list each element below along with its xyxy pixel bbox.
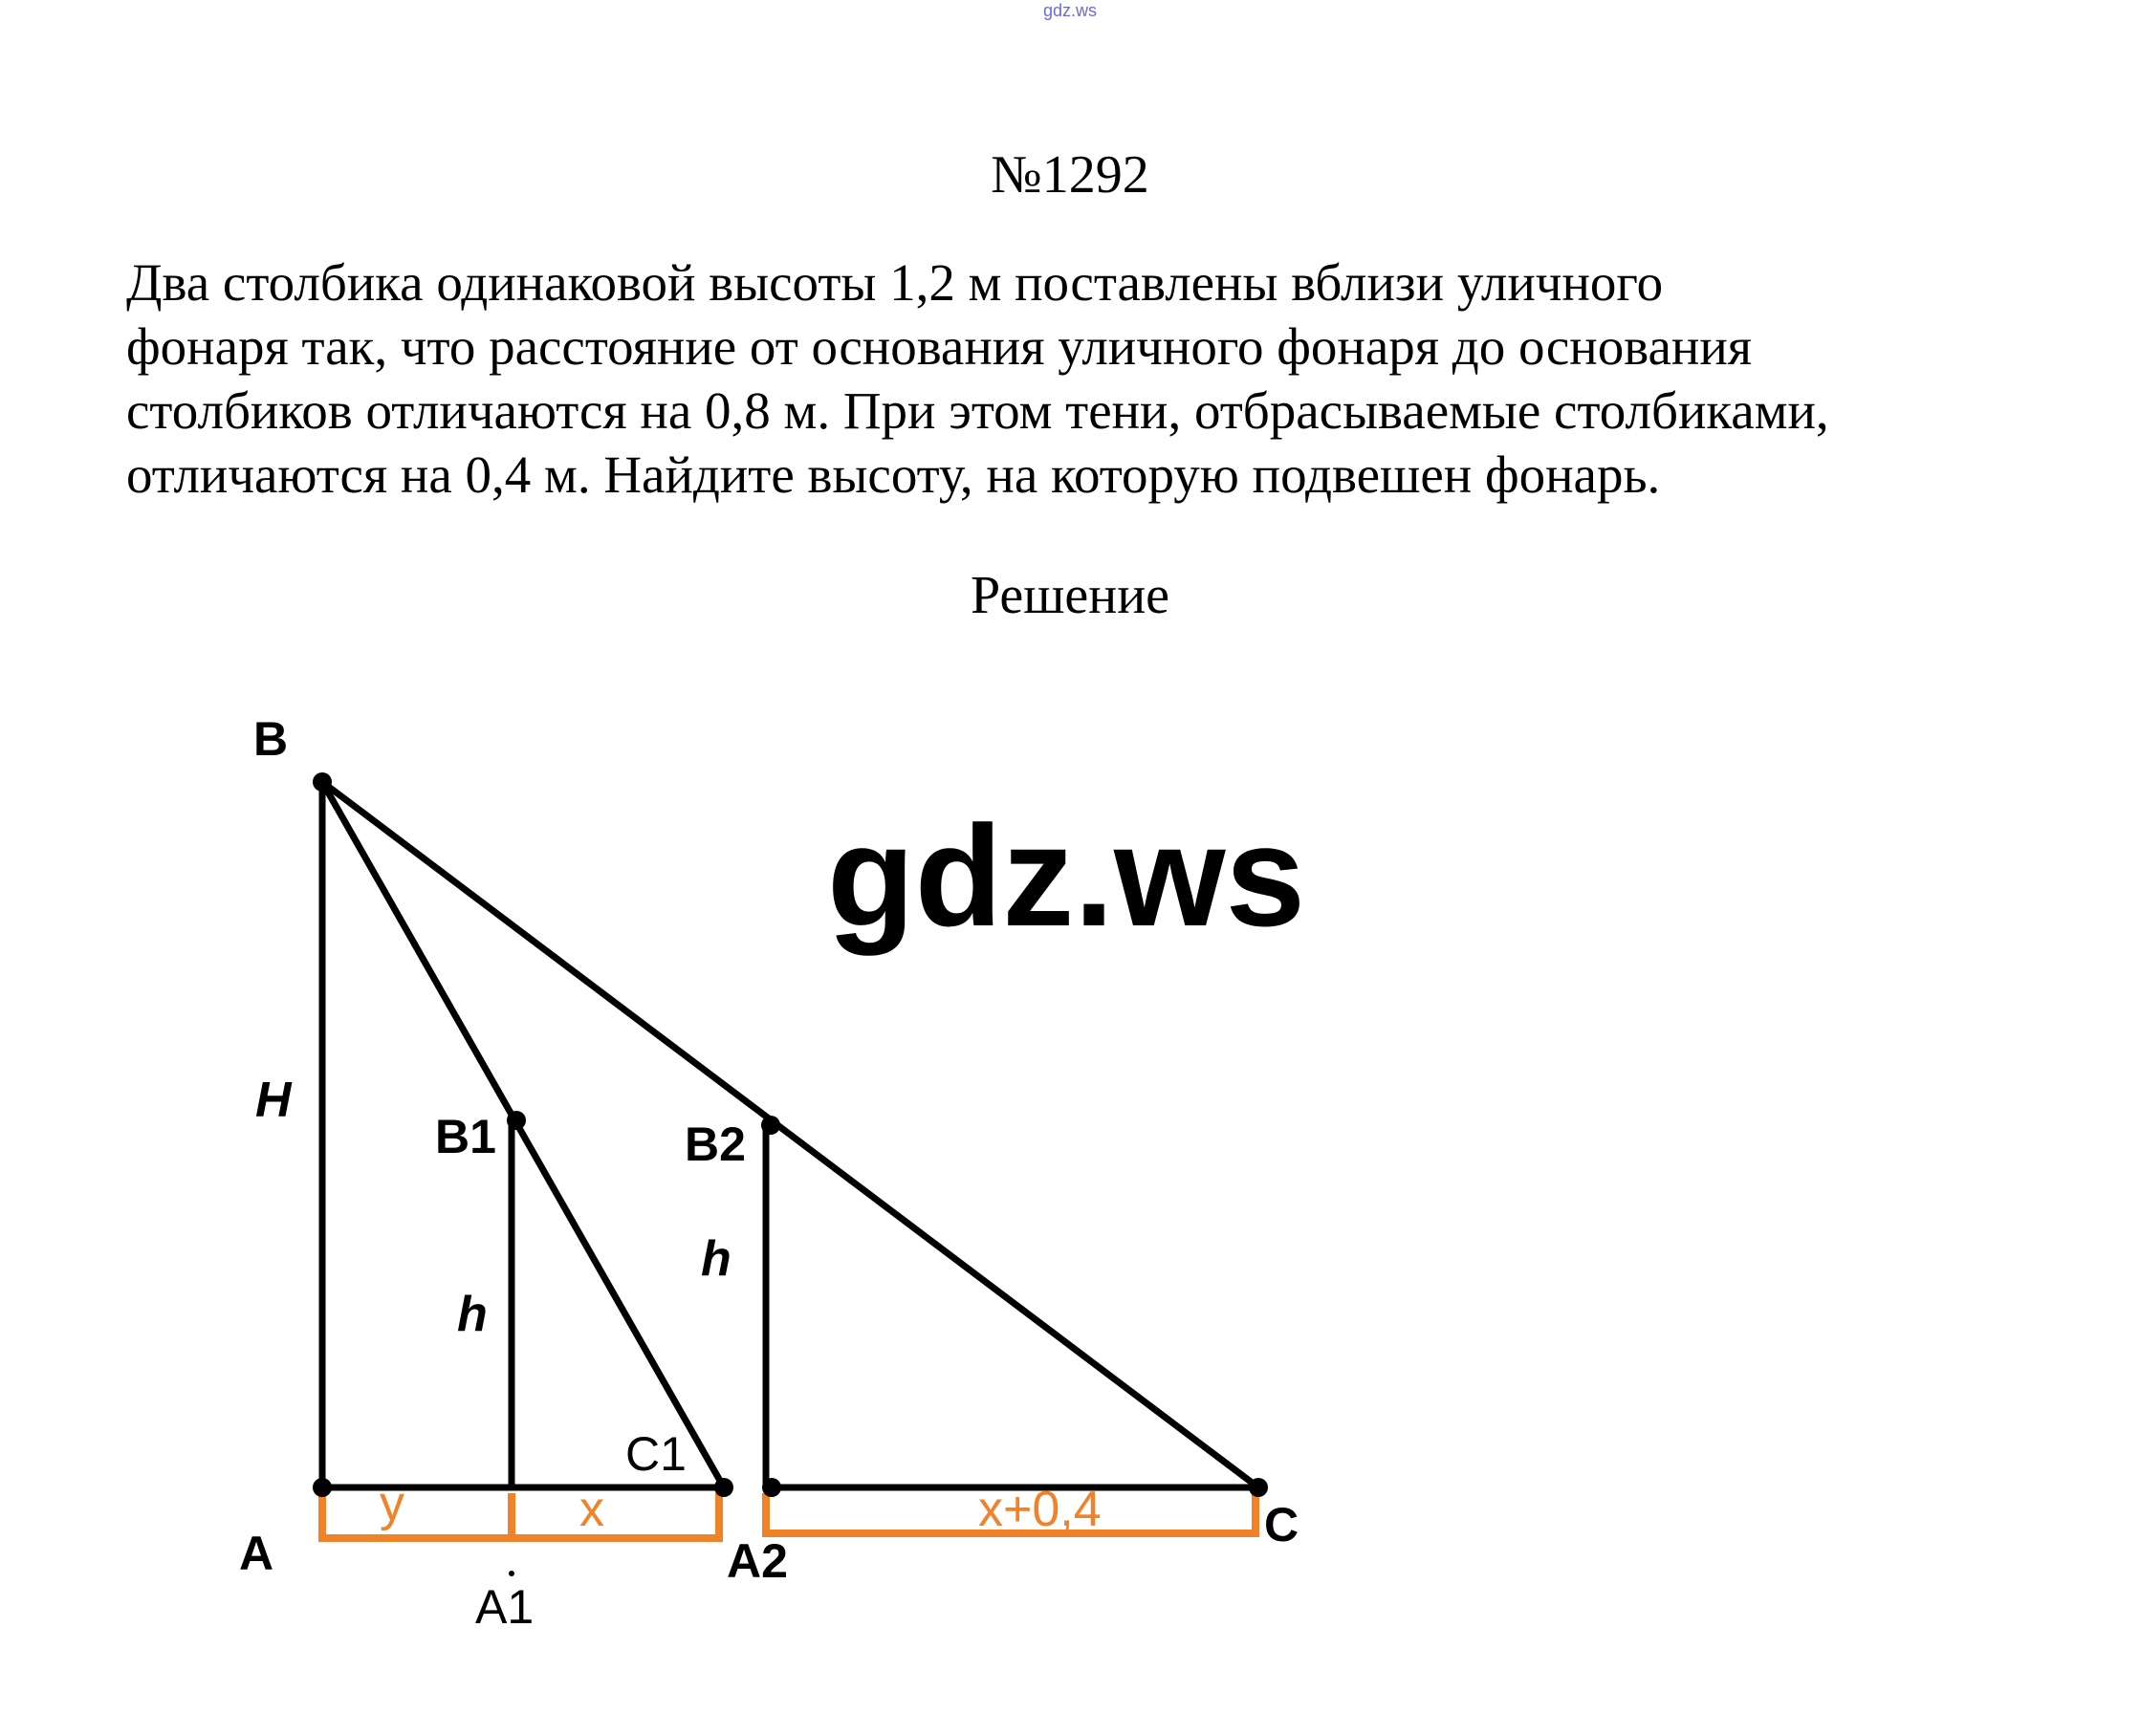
point-a1-dot (509, 1571, 514, 1576)
measure-brackets (322, 1493, 1256, 1538)
problem-line: Два столбика одинаковой высоты 1,2 м поставлены вблизи уличного (126, 253, 1664, 312)
label-b2: B2 (685, 1118, 746, 1171)
label-a1: A1 (475, 1580, 535, 1634)
point-b1 (507, 1111, 526, 1130)
label-c1: C1 (625, 1427, 687, 1481)
site-link[interactable]: gdz.ws (1042, 1, 1098, 20)
point-b (313, 772, 332, 792)
label-h-left: h (457, 1287, 488, 1342)
label-a2: A2 (727, 1534, 788, 1588)
label-h-right: h (701, 1231, 732, 1287)
label-b: B (253, 712, 289, 766)
label-b1: B1 (435, 1110, 496, 1163)
problem-number: №1292 (991, 145, 1149, 205)
point-a2 (762, 1478, 781, 1497)
label-x-plus: x+0,4 (978, 1482, 1102, 1537)
solution-title: Решение (970, 566, 1170, 625)
point-c (1249, 1478, 1268, 1497)
label-x: x (579, 1482, 604, 1537)
label-c: C (1264, 1498, 1299, 1552)
label-y: y (380, 1476, 404, 1531)
problem-line: отличаются на 0,4 м. Найдите высоту, на которую подвешен фонарь. (126, 445, 1661, 504)
ray-b-c1-line (322, 782, 724, 1487)
point-c1 (714, 1478, 733, 1497)
measure-bracket-y (322, 1493, 512, 1538)
problem-line: фонаря так, что расстояние от основания уличного фонаря до основания (126, 317, 1753, 376)
label-a: A (239, 1527, 274, 1580)
point-a (313, 1478, 332, 1497)
point-b2 (761, 1116, 780, 1135)
label-big-h: H (255, 1073, 292, 1128)
watermark-text: gdz.ws (826, 795, 1306, 956)
problem-line: столбиков отличаются на 0,8 м. При этом тени, отбрасываемые столбиками, (126, 381, 1829, 440)
measure-bracket-x (512, 1493, 719, 1538)
